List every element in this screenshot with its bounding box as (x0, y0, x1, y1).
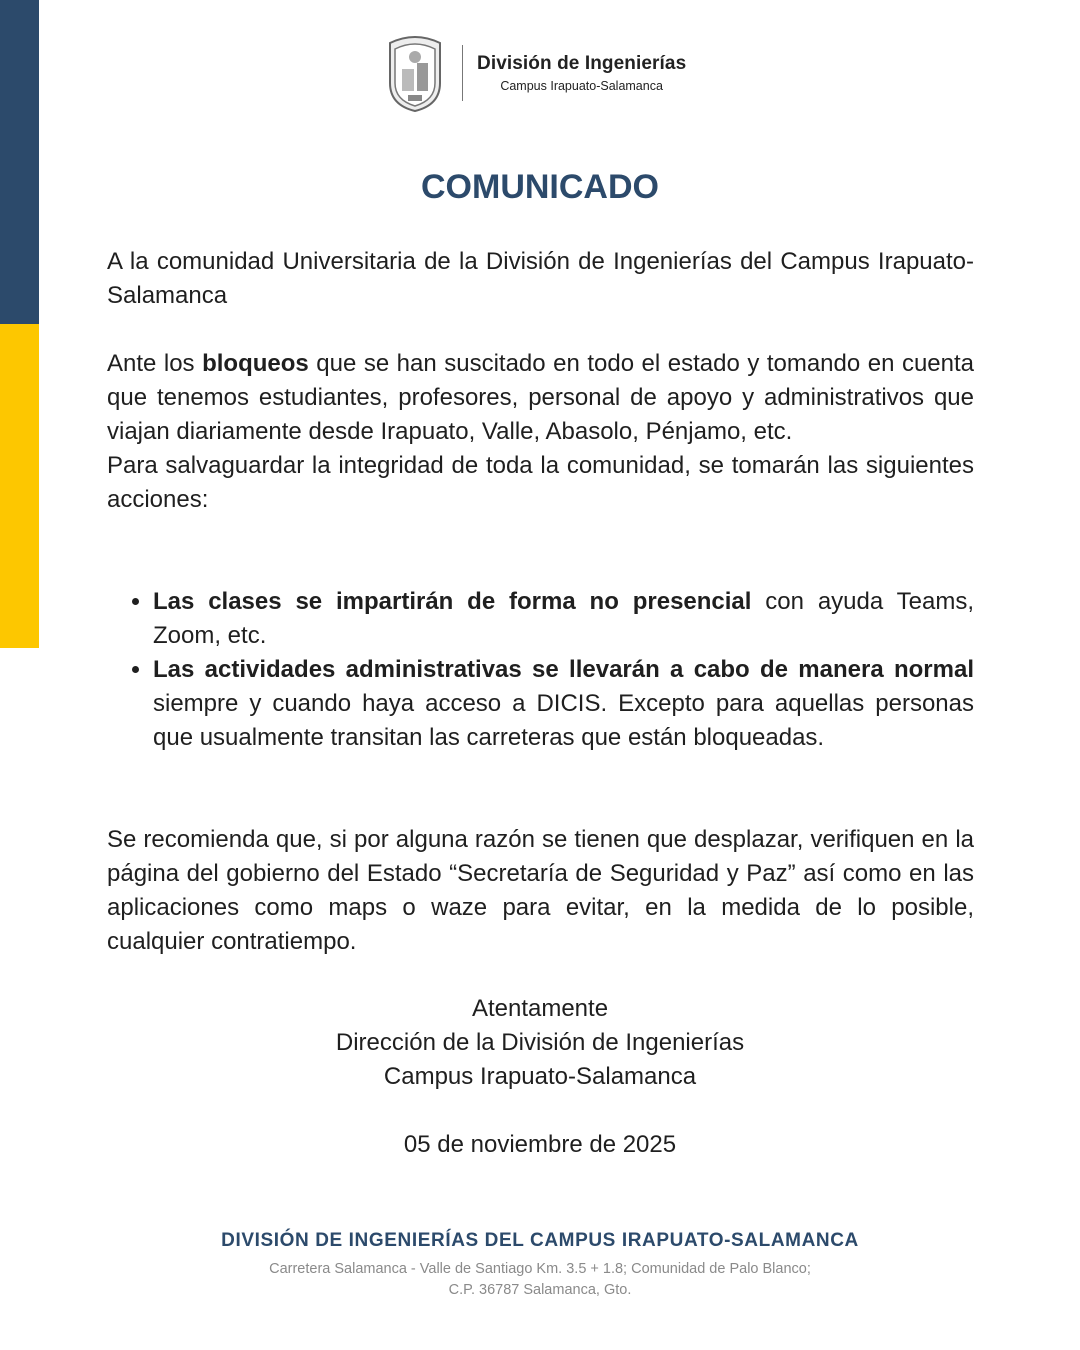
bold-text: Las actividades administrativas se llevarán a cabo de manera normal (153, 656, 974, 683)
university-seal-icon (384, 33, 446, 113)
signature-line1: Dirección de la División de Ingenierías (335, 1029, 745, 1056)
footer-title: DIVISIÓN DE INGENIERÍAS DEL CAMPUS IRAPUATO-SALAMANCA (221, 1230, 859, 1251)
address-line: C.P. 36787 Salamanca, Gto. (448, 1282, 632, 1298)
footer-address (0, 1259, 1080, 1301)
list-item (153, 653, 974, 755)
page-title: COMUNICADO (421, 168, 659, 206)
list-item (153, 585, 974, 653)
text: con ayuda Teams, Zoom, etc. (153, 588, 974, 649)
header-divider (462, 45, 463, 101)
actions-list (107, 585, 974, 755)
header-subtitle: Campus Irapuato-Salamanca (500, 79, 663, 93)
yellow-side-bar (0, 324, 39, 648)
bold-text: Las clases se impartirán de forma no presencial (153, 588, 752, 615)
text: Ante los (107, 350, 203, 377)
header-logo (384, 33, 686, 113)
greeting: A la comunidad Universitaria de la División de Ingenierías del Campus Irapuato-Salamanca (107, 248, 974, 309)
signature-closing: Atentamente (471, 995, 609, 1022)
header-title: División de Ingenierías (477, 53, 687, 74)
recommendation: Se recomienda que, si por alguna razón se tienen que desplazar, verifiquen en la página del gobierno del Estado “Secretaría de Seguridad y Paz” así como en las aplicaciones como maps o waze para evitar, en la medida de lo posible, cualquier contratiempo. (107, 826, 974, 955)
address-line: Carretera Salamanca - Valle de Santiago Km. 3.5 + 1.8; Comunidad de Palo Blanco; (269, 1261, 811, 1277)
text: siempre y cuando haya acceso a DICIS. Excepto para aquellas personas que usualmente transitan las carreteras que están bloqueadas. (153, 690, 974, 751)
bold-text: bloqueos (202, 350, 309, 377)
text: que se han suscitado en todo el estado y tomando en cuenta que tenemos estudiantes, profesores, personal de apoyo y administrativos que viajan diariamente desde Irapuato, Valle, Abasolo, Pénjamo, etc. (107, 350, 974, 445)
paragraph-actions: Para salvaguardar la integridad de toda la comunidad, se tomarán las siguientes acciones: (107, 452, 974, 513)
date: 05 de noviembre de 2025 (403, 1131, 677, 1158)
navy-side-bar (0, 0, 39, 324)
signature-line2: Campus Irapuato-Salamanca (383, 1063, 697, 1090)
paragraph-blockades (107, 347, 974, 449)
body-paragraphs (107, 347, 974, 517)
